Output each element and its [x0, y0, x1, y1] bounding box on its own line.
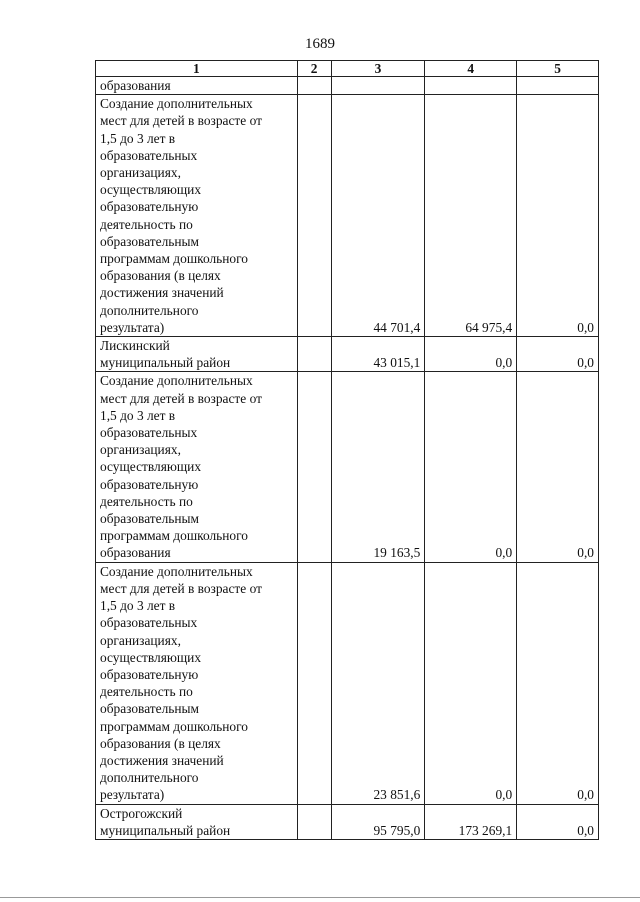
cell-col5: 0,0 [517, 95, 599, 337]
table-row [96, 804, 599, 839]
cell-col5: 0,0 [517, 372, 599, 562]
cell-col4 [425, 77, 517, 95]
cell-col4: 64 975,4 [425, 95, 517, 337]
cell-col2 [297, 77, 331, 95]
cell-col3: 44 701,4 [331, 95, 425, 337]
cell-col2 [297, 372, 331, 562]
row-name: Создание дополнительных мест для детей в возрасте от 1,5 до 3 лет в образовательных организациях, осуществляющих образовательную деятельность по образовательным программам дошкольного образования (в целях достижения значений дополнительного результата) [96, 95, 298, 337]
cell-col5: 0,0 [517, 562, 599, 804]
cell-col4: 0,0 [425, 372, 517, 562]
cell-col2 [297, 804, 331, 839]
column-header: 5 [517, 61, 599, 77]
page-bottom-rule [0, 897, 640, 898]
cell-col3: 43 015,1 [331, 337, 425, 372]
cell-col3: 19 163,5 [331, 372, 425, 562]
cell-col4: 0,0 [425, 337, 517, 372]
cell-col2 [297, 95, 331, 337]
table-header-row [96, 61, 599, 77]
budget-table [95, 60, 599, 840]
table-row [96, 372, 599, 562]
cell-col5 [517, 77, 599, 95]
column-header: 3 [331, 61, 425, 77]
cell-col3: 23 851,6 [331, 562, 425, 804]
table-row [96, 562, 599, 804]
cell-col4: 173 269,1 [425, 804, 517, 839]
cell-col3 [331, 77, 425, 95]
table-row [96, 337, 599, 372]
cell-col3: 95 795,0 [331, 804, 425, 839]
cell-col2 [297, 337, 331, 372]
cell-col4: 0,0 [425, 562, 517, 804]
column-header: 2 [297, 61, 331, 77]
cell-col5: 0,0 [517, 804, 599, 839]
column-header: 4 [425, 61, 517, 77]
column-header: 1 [96, 61, 298, 77]
page-number: 1689 [305, 36, 335, 52]
row-name: Лискинский муниципальный район [96, 337, 298, 372]
table-row [96, 95, 599, 337]
cell-col5: 0,0 [517, 337, 599, 372]
cell-col2 [297, 562, 331, 804]
row-name: Создание дополнительных мест для детей в возрасте от 1,5 до 3 лет в образовательных организациях, осуществляющих образовательную деятельность по образовательным программам дошкольного образования (в целях достижения значений дополнительного результата) [96, 562, 298, 804]
row-name: Создание дополнительных мест для детей в возрасте от 1,5 до 3 лет в образовательных организациях, осуществляющих образовательную деятельность по образовательным программам дошкольного образования [96, 372, 298, 562]
row-name: образования [96, 77, 298, 95]
row-name: Острогожский муниципальный район [96, 804, 298, 839]
table-row [96, 77, 599, 95]
